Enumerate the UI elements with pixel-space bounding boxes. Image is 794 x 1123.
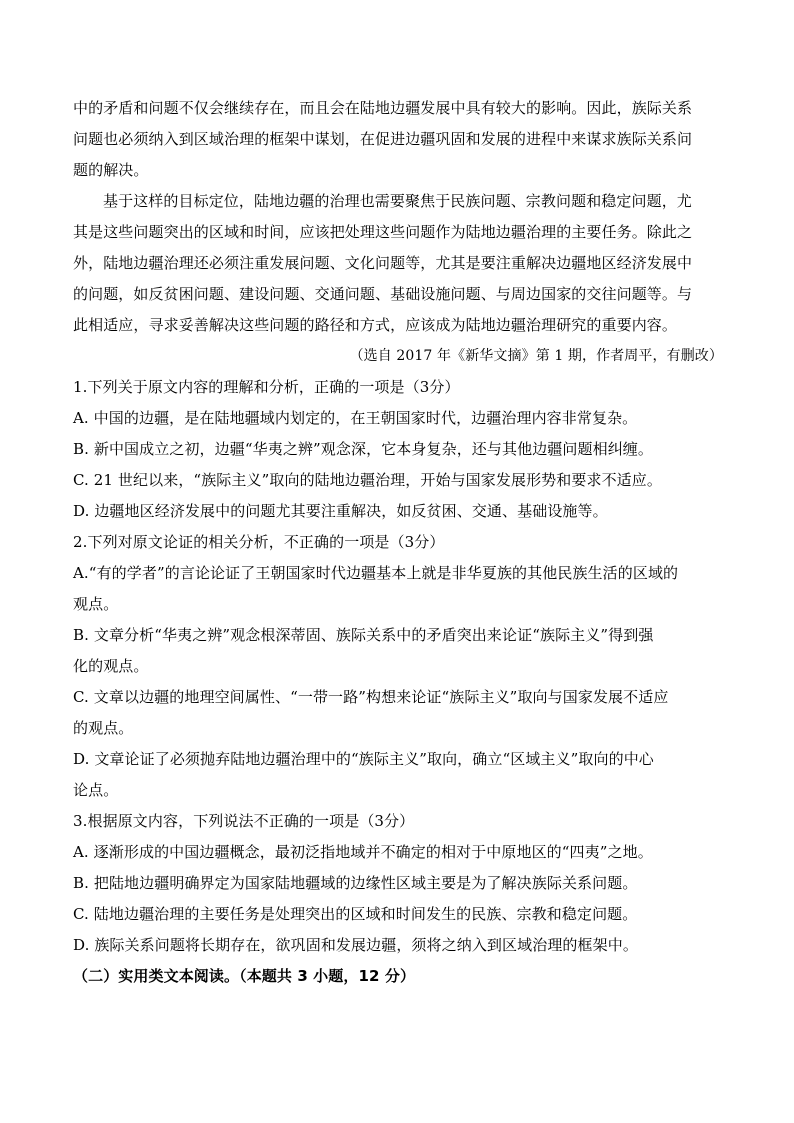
option-a: A.“有的学者”的言论论证了王朝国家时代边疆基本上就是非华夏族的其他民族生活的区域的 [73, 564, 679, 582]
option-d: D. 文章论证了必须抛弃陆地边疆治理中的“族际主义”取向，确立“区域主义”取向的中心 [73, 750, 654, 768]
option-c: C. 21 世纪以来，“族际主义”取向的陆地边疆治理，开始与国家发展形势和要求不适应。 [73, 471, 662, 489]
text-line: 基于这样的目标定位，陆地边疆的治理也需要聚焦于民族问题、宗教问题和稳定问题，尤 [103, 192, 692, 210]
option-b: B. 文章分析“华夷之辨”观念根深蒂固、族际关系中的矛盾突出来论证“族际主义”得到强 [73, 626, 654, 644]
option-d: D. 族际关系问题将长期存在，欲巩固和发展边疆，须将之纳入到区域治理的框架中。 [73, 936, 638, 954]
option-a: A. 中国的边疆，是在陆地疆域内划定的，在王朝国家时代，边疆治理内容非常复杂。 [73, 409, 638, 427]
question-stem: 1.下列关于原文内容的理解和分析，正确的一项是（3分） [73, 378, 460, 396]
option-a-continued: 观点。 [73, 595, 119, 613]
text-line: 外，陆地边疆治理还必须注重发展问题、文化问题等，尤其是要注重解决边疆地区经济发展中 [73, 254, 693, 272]
text-line: 问题也必须纳入到区域治理的框架中谋划，在促进边疆巩固和发展的进程中来谋求族际关系问 [73, 130, 693, 148]
text-line: 其是这些问题突出的区域和时间，应该把处理这些问题作为陆地边疆治理的主要任务。除此之 [73, 223, 693, 241]
text-line: 此相适应，寻求妥善解决这些问题的路径和方式，应该成为陆地边疆治理研究的重要内容。 [73, 316, 678, 334]
passage-paragraph-1 [73, 93, 725, 186]
source-citation: （选自 2017 年《新华文摘》第 1 期，作者周平，有删改） [349, 348, 723, 364]
question-2 [73, 527, 725, 806]
option-b: B. 新中国成立之初，边疆“华夷之辨”观念深，它本身复杂，还与其他边疆问题相纠缠。 [73, 440, 653, 458]
question-stem: 2.下列对原文论证的相关分析，不正确的一项是（3分） [73, 533, 445, 551]
question-3 [73, 806, 725, 961]
section-heading: （二）实用类文本阅读。（本题共 3 小题，12 分） [73, 967, 416, 985]
question-1 [73, 372, 725, 527]
option-b-continued: 化的观点。 [73, 657, 149, 675]
text-line: 题的解决。 [73, 161, 149, 179]
text-line: 中的矛盾和问题不仅会继续存在，而且会在陆地边疆发展中具有较大的影响。因此，族际关系 [73, 99, 693, 117]
option-c: C. 陆地边疆治理的主要任务是处理突出的区域和时间发生的民族、宗教和稳定问题。 [73, 905, 638, 923]
option-a: A. 逐渐形成的中国边疆概念，最初泛指地域并不确定的相对于中原地区的“四夷”之地。 [73, 843, 653, 861]
option-c-continued: 的观点。 [73, 719, 134, 737]
passage-paragraph-2 [73, 186, 725, 341]
exam-page [73, 93, 725, 992]
option-d: D. 边疆地区经济发展中的问题尤其要注重解决，如反贫困、交通、基础设施等。 [73, 502, 608, 520]
text-line: 的问题，如反贫困问题、建设问题、交通问题、基础设施问题、与周边国家的交往问题等。与 [73, 285, 693, 303]
option-c: C. 文章以边疆的地理空间属性、“一带一路”构想来论证“族际主义”取向与国家发展不适应 [73, 688, 669, 706]
option-b: B. 把陆地边疆明确界定为国家陆地疆域的边缘性区域主要是为了解决族际关系问题。 [73, 874, 638, 892]
question-stem: 3.根据原文内容，下列说法不正确的一项是（3分） [73, 812, 415, 830]
option-d-continued: 论点。 [73, 781, 119, 799]
